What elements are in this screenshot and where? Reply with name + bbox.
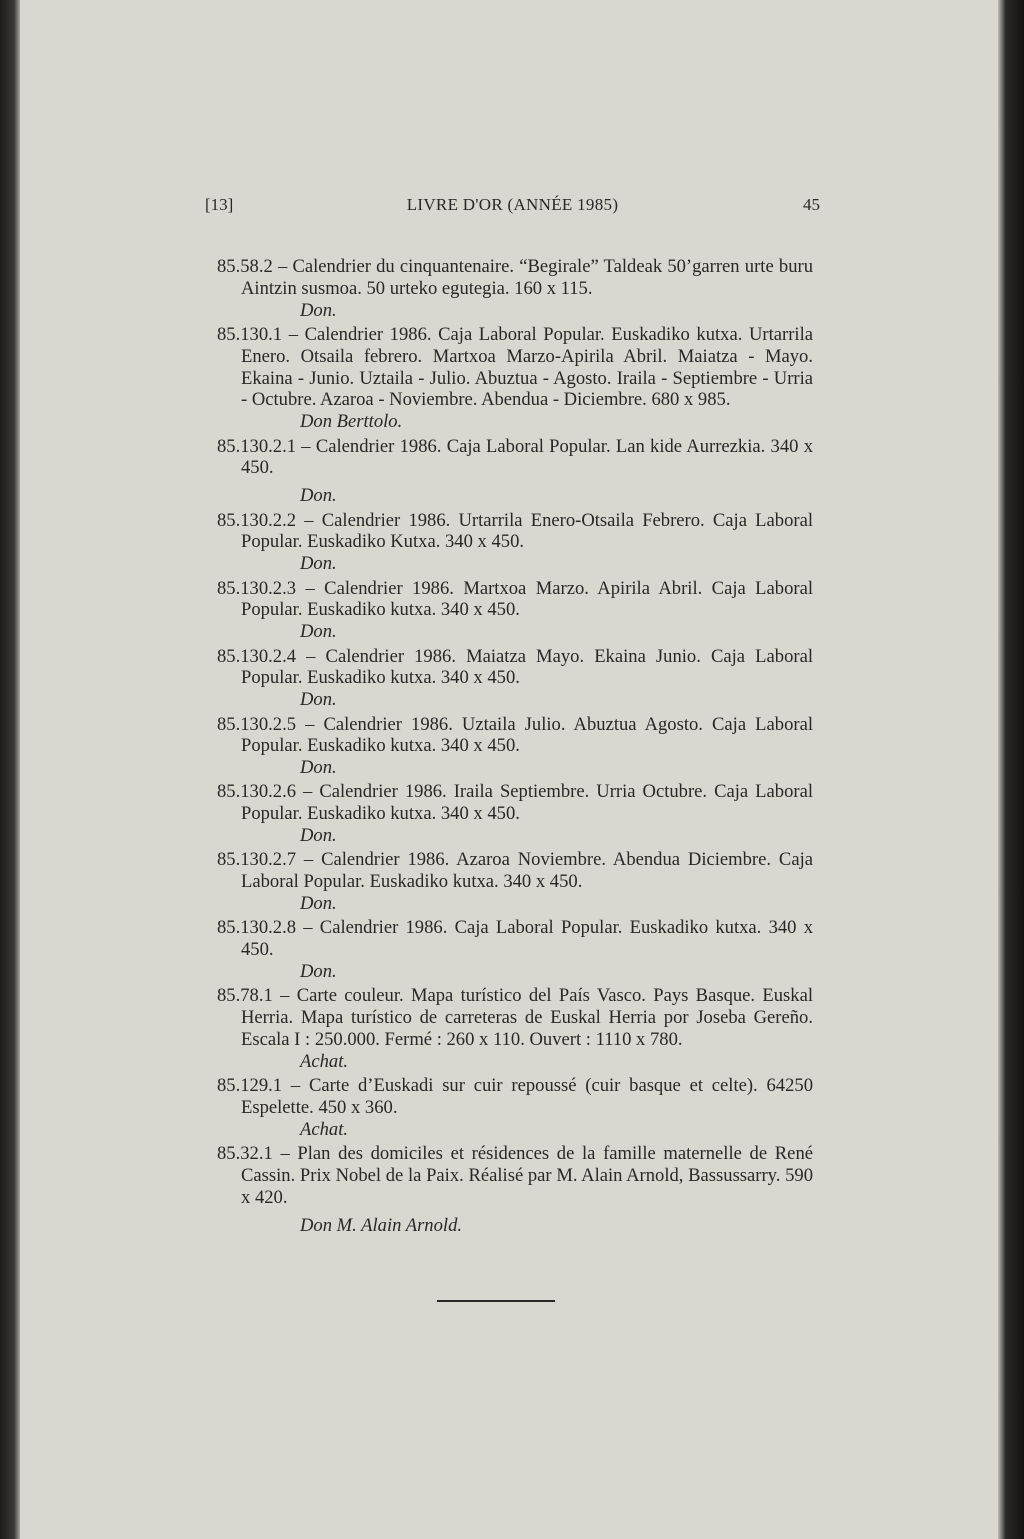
catalog-entry xyxy=(217,646,813,711)
entry-description: 85.130.2.8 – Calendrier 1986. Caja Laboral Popular. Euskadiko kutxa. 340 x 450. xyxy=(217,917,813,961)
entry-source: Achat. xyxy=(300,1050,349,1072)
catalog-entry xyxy=(217,714,813,779)
entry-description: 85.130.2.6 – Calendrier 1986. Iraila Septiembre. Urria Octubre. Caja Laboral Popular. Euskadiko kutxa. 340 x 450. xyxy=(217,781,813,825)
entry-source: Achat. xyxy=(300,1118,349,1140)
catalog-entry xyxy=(217,1075,813,1140)
catalog-entry xyxy=(217,256,813,321)
scan-left-edge xyxy=(0,0,20,1539)
catalog-entry xyxy=(217,510,813,575)
entry-source: Don Berttolo. xyxy=(300,411,403,433)
entry-description: 85.130.2.7 – Calendrier 1986. Azaroa Noviembre. Abendua Diciembre. Caja Laboral Popular. Euskadiko kutxa. 340 x 450. xyxy=(217,849,813,893)
entry-source: Don. xyxy=(300,299,337,321)
catalog-entry xyxy=(217,436,813,507)
page-number: 45 xyxy=(803,195,820,214)
page-title: LIVRE D'OR (ANNÉE 1985) xyxy=(406,195,619,214)
entry-source: Don. xyxy=(300,689,337,711)
entry-source: Don. xyxy=(300,825,337,847)
entry-description: 85.130.1 – Calendrier 1986. Caja Laboral Popular. Euskadiko kutxa. Urtarrila Enero. Otsaila febrero. Martxoa Marzo-Apirila Abril. Maiatza - Mayo. Ekaina - Junio. Uztaila - Julio. Abuztua - Agosto. Iraila - Septiembre - Urria - Octubre. Azaroa - Noviembre. Abendua - Diciembre. 680 x 985. xyxy=(217,323,813,411)
section-number: [13] xyxy=(205,195,234,214)
catalog-entry xyxy=(217,917,813,982)
catalog-entry xyxy=(217,781,813,846)
entry-source: Don. xyxy=(300,893,337,915)
scan-right-edge xyxy=(998,0,1024,1539)
catalog-entry xyxy=(217,324,813,433)
entry-source: Don M. Alain Arnold. xyxy=(300,1214,463,1236)
entry-source: Don. xyxy=(300,961,337,983)
entry-source: Don. xyxy=(300,485,337,507)
entry-source: Don. xyxy=(300,621,337,643)
entry-description: 85.58.2 – Calendrier du cinquantenaire. “Begirale” Taldeak 50’garren urte buru Aintzin susmoa. 50 urteko egutegia. 160 x 115. xyxy=(217,256,813,299)
entry-description: 85.129.1 – Carte d’Euskadi sur cuir repoussé (cuir basque et celte). 64250 Espelette. 450 x 360. xyxy=(217,1075,813,1119)
entry-description: 85.130.2.1 – Calendrier 1986. Caja Laboral Popular. Lan kide Aurrezkia. 340 x 450. xyxy=(217,435,813,479)
entry-source: Don. xyxy=(300,553,337,575)
entry-description: 85.130.2.4 – Calendrier 1986. Maiatza Mayo. Ekaina Junio. Caja Laboral Popular. Euskadiko kutxa. 340 x 450. xyxy=(217,645,813,689)
entry-source: Don. xyxy=(300,757,337,779)
catalog-entry xyxy=(217,985,813,1072)
entry-description: 85.130.2.2 – Calendrier 1986. Urtarrila Enero-Otsaila Febrero. Caja Laboral Popular. Euskadiko Kutxa. 340 x 450. xyxy=(217,509,813,553)
entry-description: 85.130.2.5 – Calendrier 1986. Uztaila Julio. Abuztua Agosto. Caja Laboral Popular. Euskadiko kutxa. 340 x 450. xyxy=(217,713,813,757)
catalog-entry xyxy=(217,849,813,914)
catalog-entry xyxy=(217,1143,813,1236)
catalog-entries xyxy=(217,256,813,1239)
catalog-entry xyxy=(217,578,813,643)
entry-description: 85.130.2.3 – Calendrier 1986. Martxoa Marzo. Apirila Abril. Caja Laboral Popular. Euskadiko kutxa. 340 x 450. xyxy=(217,577,813,621)
end-rule-divider xyxy=(437,1300,555,1302)
entry-description: 85.32.1 – Plan des domiciles et résidences de la famille maternelle de René Cassin. Prix Nobel de la Paix. Réalisé par M. Alain Arnold, Bassussarry. 590 x 420. xyxy=(217,1143,813,1208)
entry-description: 85.78.1 – Carte couleur. Mapa turístico del País Vasco. Pays Basque. Euskal Herria. Mapa turístico de carreteras de Euskal Herria por Joseba Gereño. Escala I : 250.000. Fermé : 260 x 110. Ouvert : 1110 x 780. xyxy=(217,985,813,1051)
running-header xyxy=(205,195,820,219)
